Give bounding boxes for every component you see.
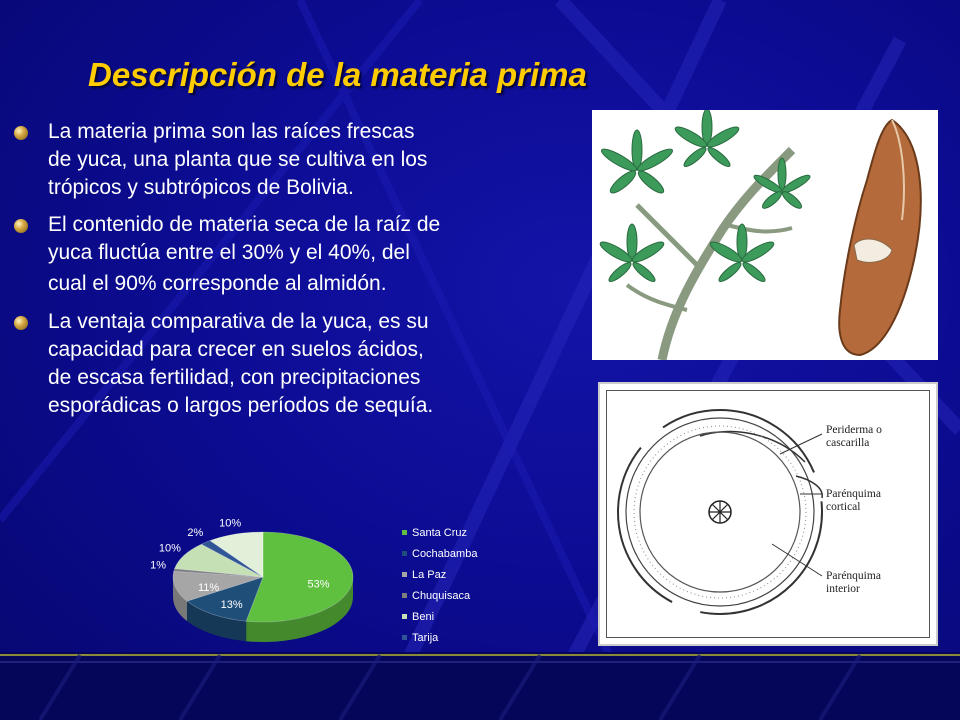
bullet-icon [14,219,28,233]
label-line: Parénquima [826,488,881,500]
legend-label: Chuquisaca [412,590,471,602]
bullet-line: cual el 90% corresponde al almidón. [48,272,387,295]
bullet-line: de escasa fertilidad, con precipitaciones [48,366,421,389]
legend-label: Cochabamba [412,548,478,560]
pie-data-label: 2% [187,527,204,540]
bullet-line: El contenido de materia seca de la raíz de [48,213,441,236]
legend-swatch [402,551,407,556]
bullet-line: trópicos y subtrópicos de Bolivia. [48,176,354,199]
pie-data-label: 10% [219,517,242,530]
legend-item-santa-cruz [402,527,477,548]
bullet-line: de yuca, una planta que se cultiva en los [48,148,428,171]
label-line: cascarilla [826,437,870,449]
chart-legend [402,527,477,653]
cassava-illustration [592,110,938,360]
bullet-list [14,118,574,429]
legend-swatch [402,593,407,598]
pie-data-label: 13% [220,599,243,612]
label-line: Periderma o [826,424,882,436]
pie-data-label: 1% [150,559,167,572]
legend-label: Tarija [412,632,439,644]
label-line: interior [826,583,860,595]
label-periderma [826,424,882,450]
label-line: Parénquima [826,570,881,582]
bullet-line: esporádicas o largos períodos de sequía. [48,394,434,417]
bullet-item [14,118,574,202]
pie-data-label: 53% [307,578,330,591]
legend-item-la-paz [402,569,477,590]
label-line: cortical [826,501,861,513]
legend-label: La Paz [412,569,447,581]
legend-swatch [402,572,407,577]
bullet-icon [14,126,28,140]
legend-item-beni [402,611,477,632]
legend-swatch [402,530,407,535]
bullet-item [14,211,574,299]
bullet-icon [14,316,28,330]
cross-section-drawing [600,384,936,644]
legend-item-chuquisaca [402,590,477,611]
legend-item-tarija [402,632,477,653]
legend-label: Santa Cruz [412,527,468,539]
bullet-line: La materia prima son las raíces frescas [48,120,415,143]
bullet-line: La ventaja comparativa de la yuca, es su [48,310,429,333]
label-parenquima-interior [826,570,881,596]
legend-item-cochabamba [402,548,477,569]
bullet-item [14,308,574,420]
label-parenquima-cortical [826,488,881,514]
cassava-plant-image [592,110,938,360]
bullet-line: yuca fluctúa entre el 30% y el 40%, del [48,241,410,264]
legend-swatch [402,614,407,619]
pie-data-label: 10% [158,542,181,555]
legend-swatch [402,635,407,640]
legend-label: Beni [412,611,435,623]
root-cross-section-diagram [598,382,938,646]
pie-data-label: 11% [197,582,220,595]
slide-title: Descripción de la materia prima [88,56,587,93]
bullet-line: capacidad para crecer en suelos ácidos, [48,338,424,361]
